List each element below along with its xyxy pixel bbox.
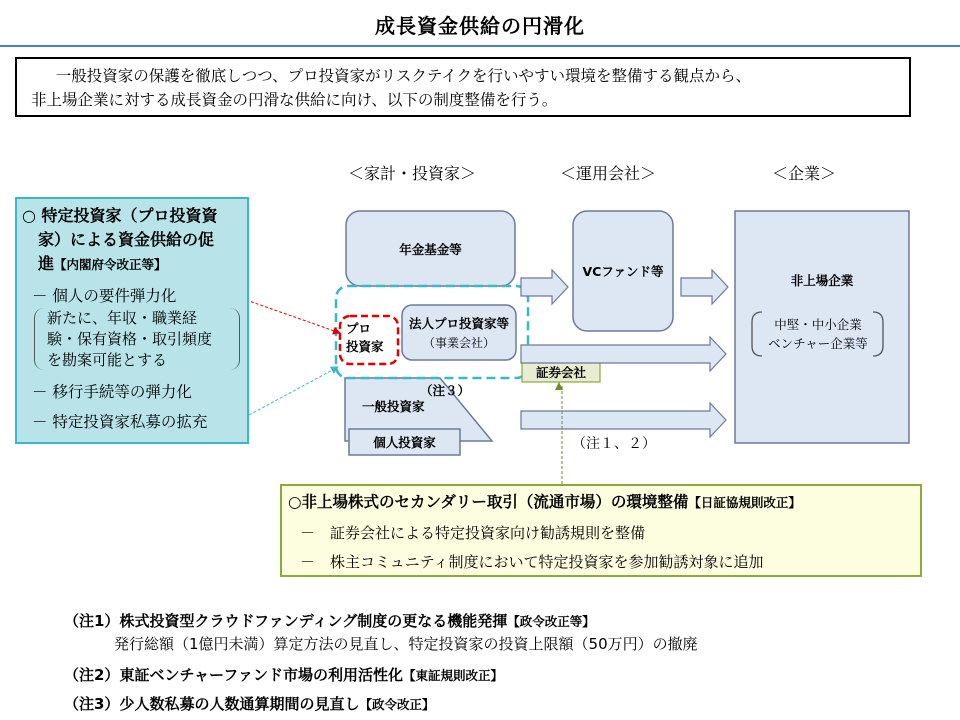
pro-investor-panel-head — [22, 204, 248, 277]
note-2-tag: 【東証規則改正】 — [402, 668, 503, 683]
note-3-text: 少人数私募の人数通算期間の見直し — [119, 695, 360, 713]
column-household: ＜家計・投資家＞ — [348, 164, 477, 183]
arrow-vc-company — [681, 270, 728, 304]
panel-head-line-2: 家）による資金供給の促 — [38, 230, 215, 249]
panel-sub-line-3: を勘案可能とする — [47, 351, 168, 369]
panel-sub-line-1: 新たに、年収・職業経 — [47, 309, 198, 327]
note12-marker: （注１、２） — [572, 436, 656, 452]
panel-sub-line-2: 験・保有資格・取引頻度 — [47, 330, 213, 348]
arrow-general-company — [521, 403, 726, 437]
note-1 — [64, 610, 595, 631]
panel-head-tag: 【内閣府令改正等】 — [54, 257, 167, 272]
note-2-text: 東証ベンチャーファンド市場の利用活性化 — [119, 666, 403, 684]
column-asset-manager: ＜運用会社＞ — [560, 164, 657, 183]
note-1-text: 株式投資型クラウドファンディング制度の更なる機能発揮 — [119, 612, 508, 630]
panel-head-line-3: 進 — [38, 254, 55, 273]
panel-item-2: － 移行手続等の弾力化 — [32, 383, 192, 401]
unlisted-sub-1: 中堅・中小企業 — [774, 317, 862, 332]
panel-item-3: － 特定投資家私募の拡充 — [32, 413, 208, 431]
panel-item-1: － 個人の要件弾力化 — [32, 287, 177, 305]
note-2-label: （注2） — [64, 666, 120, 684]
note-1-label: （注1） — [64, 612, 120, 630]
unlisted-sub-2: ベンチャー企業等 — [768, 336, 868, 351]
intro-line-1: 一般投資家の保護を徹底しつつ、プロ投資家がリスクテイクを行いやすい環境を整備する観点から、 — [55, 67, 751, 85]
secondary-item-2: － 株主コミュニティ制度において特定投資家を参加勧誘対象に追加 — [300, 553, 764, 571]
note3-marker: （注３） — [420, 383, 471, 398]
unlisted-sub — [762, 315, 874, 353]
secondary-head-tag: 【日証協規則改正】 — [688, 495, 801, 510]
note-3-tag: 【政令改正】 — [359, 697, 435, 712]
secondary-head-text: ○非上場株式のセカンダリー取引（流通市場）の環境整備 — [288, 493, 689, 511]
vc-fund-label: VCファンド等 — [582, 264, 664, 279]
corporate-pro-label: 法人プロ投資家等 — [408, 316, 509, 331]
cyan-connector — [249, 367, 338, 415]
note-3-label: （注3） — [64, 695, 120, 713]
page-title: 成長資金供給の円滑化 — [375, 14, 585, 38]
corporate-pro-label-group — [402, 314, 516, 351]
unlisted-label: 非上場企業 — [790, 273, 854, 288]
note-1-detail: 発行総額（1億円未満）算定方法の見直し、特定投資家の投資上限額（50万円）の撤廃 — [114, 635, 698, 653]
panel-head-line-1: ○ 特定投資家（プロ投資資 — [22, 206, 218, 225]
intro-line-2: 非上場企業に対する成長資金の円滑な供給に向け、以下の制度整備を行う。 — [31, 91, 558, 109]
general-investor-label: 一般投資家 — [362, 399, 425, 414]
pro-investor-label: プロ 投資家 — [346, 321, 384, 354]
securities-firm-label: 証券会社 — [535, 365, 586, 380]
note-1-tag: 【政令改正等】 — [507, 614, 595, 629]
column-company: ＜企業＞ — [772, 164, 837, 183]
individual-investor-label: 個人投資家 — [373, 435, 436, 450]
corporate-pro-sub: （事業会社） — [422, 336, 495, 350]
note-3 — [64, 693, 434, 714]
secondary-market-head — [288, 490, 801, 512]
secondary-item-1: － 証券会社による特定投資家向け勧誘規則を整備 — [300, 524, 646, 542]
pension-label: 年金基金等 — [399, 241, 462, 257]
panel-sub-block — [34, 308, 240, 370]
note-2 — [64, 664, 503, 685]
